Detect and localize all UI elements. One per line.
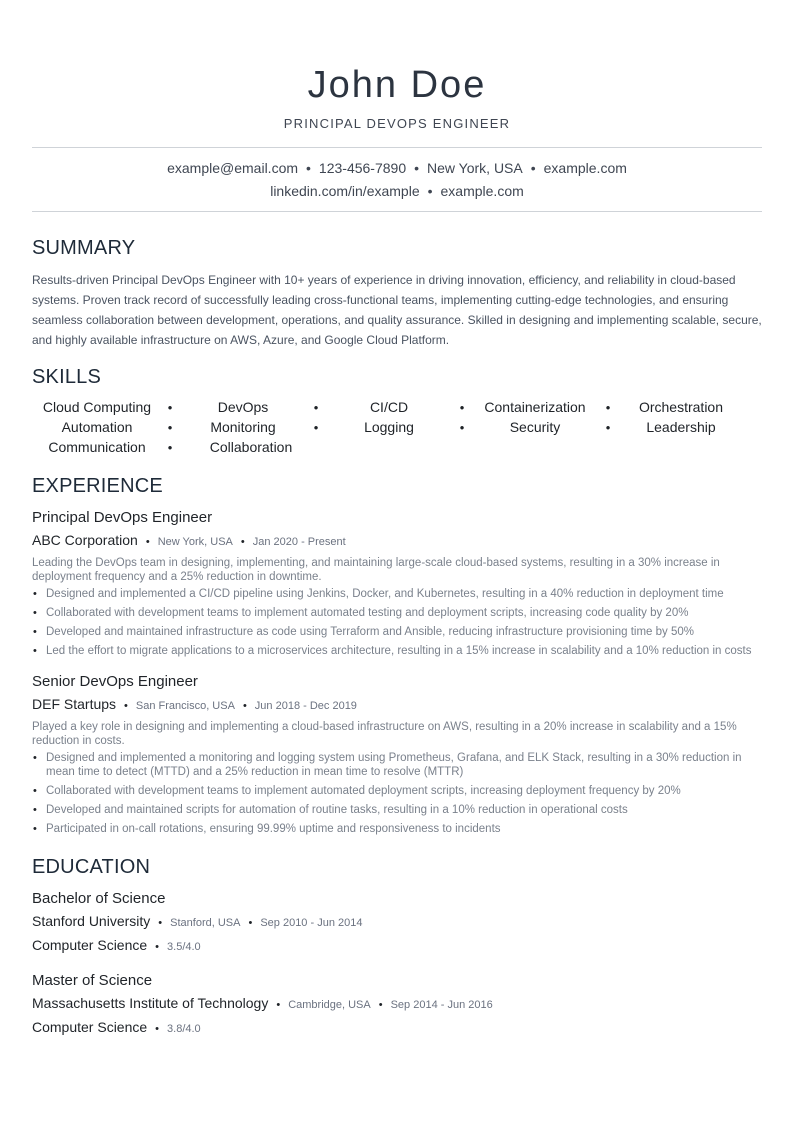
- skills-row: [32, 397, 762, 417]
- field-meta: [32, 935, 762, 957]
- contact-email[interactable]: example@email.com: [167, 160, 299, 176]
- skill-separator: •: [167, 399, 173, 415]
- contact-website[interactable]: example.com: [543, 160, 627, 176]
- contact-line-2: [32, 180, 762, 203]
- skills-row: [32, 417, 762, 437]
- degree-name: Bachelor of Science: [32, 890, 166, 907]
- contact-phone[interactable]: 123-456-7890: [318, 160, 407, 176]
- resume-header: [32, 0, 762, 131]
- job-dates: Jan 2020 - Present: [252, 536, 346, 548]
- job-description: Leading the DevOps team in designing, implementing, and maintaining large-scale cloud-based systems, resulting in a 30% increase in deployment frequency and a 25% reduction in downtime.: [32, 557, 720, 583]
- meta-separator: •: [378, 999, 383, 1011]
- achievement-item: • Led the effort to migrate applications to a microservices architecture, resulting in a 15% increase in scalability and a 10% reduction in costs: [32, 644, 762, 658]
- experience-entry: [32, 508, 762, 658]
- field-meta: [32, 1017, 762, 1039]
- job-location: San Francisco, USA: [135, 700, 235, 712]
- contact-separator: •: [530, 160, 536, 176]
- contact-location: New York, USA: [427, 160, 523, 176]
- skill-item: Orchestration: [638, 399, 724, 415]
- skill-item: Security: [509, 419, 561, 435]
- job-title: Principal DevOps Engineer: [32, 509, 213, 526]
- contact-linkedin[interactable]: linkedin.com/in/example: [270, 183, 420, 199]
- skill-item: Collaboration: [209, 439, 293, 455]
- job-meta: [32, 694, 762, 716]
- school-name: Massachusetts Institute of Technology: [32, 995, 269, 1011]
- field-of-study: Computer Science: [32, 1019, 148, 1035]
- meta-separator: •: [276, 999, 281, 1011]
- degree-name: Master of Science: [32, 972, 153, 989]
- skill-separator: •: [167, 419, 173, 435]
- achievement-item: • Developed and maintained infrastructure as code using Terraform and Ansible, reducing infrastructure provisioning time by 50%: [32, 625, 762, 639]
- meta-separator: •: [155, 941, 160, 953]
- company-name: DEF Startups: [32, 696, 117, 712]
- gpa: 3.8/4.0: [167, 1023, 201, 1035]
- skill-item: Leadership: [646, 419, 716, 435]
- skill-separator: •: [313, 419, 319, 435]
- achievement-item: • Designed and implemented a CI/CD pipeline using Jenkins, Docker, and Kubernetes, resulting in a 40% reduction in deployment time: [32, 587, 762, 601]
- skill-item: Logging: [364, 419, 414, 435]
- summary-text: Results-driven Principal DevOps Engineer with 10+ years of experience in driving innovation, efficiency, and reliability in cloud-based systems. Proven track record of successfully leading cross-functional teams, implementing cutting-edge technologies, and ensuring seamless collaboration between development, operations, and quality assurance. Skilled in designing and implementing scalable, secure, and highly available infrastructure on AWS, Azure, and Google Cloud Platform.: [32, 273, 762, 347]
- candidate-name: John Doe: [307, 64, 487, 106]
- education-entry: [32, 971, 762, 1039]
- skills-row: [32, 437, 762, 457]
- summary-heading: SUMMARY: [32, 237, 136, 259]
- skill-separator: •: [459, 399, 465, 415]
- job-location: New York, USA: [157, 536, 233, 548]
- experience-entry: [32, 672, 762, 836]
- skill-separator: •: [605, 419, 611, 435]
- school-dates: Sep 2010 - Jun 2014: [260, 917, 363, 929]
- school-meta: [32, 993, 762, 1015]
- school-location: Cambridge, USA: [288, 999, 371, 1011]
- skill-item: Cloud Computing: [42, 399, 152, 415]
- contact-separator: •: [414, 160, 420, 176]
- skill-separator: •: [459, 419, 465, 435]
- school-dates: Sep 2014 - Jun 2016: [390, 999, 493, 1011]
- contact-line-1: [32, 157, 762, 180]
- skill-separator: •: [605, 399, 611, 415]
- school-meta: [32, 911, 762, 933]
- skill-item: DevOps: [217, 399, 269, 415]
- job-dates: Jun 2018 - Dec 2019: [254, 700, 357, 712]
- achievement-item: • Participated in on-call rotations, ensuring 99.99% uptime and responsiveness to incidents: [32, 822, 762, 836]
- field-of-study: Computer Science: [32, 937, 148, 953]
- skill-item: Automation: [61, 419, 133, 435]
- skill-separator: •: [167, 439, 173, 455]
- education-entry: [32, 889, 762, 957]
- company-name: ABC Corporation: [32, 532, 138, 548]
- skill-item: CI/CD: [369, 399, 409, 415]
- contact-website-2[interactable]: example.com: [440, 183, 524, 199]
- meta-separator: •: [248, 917, 253, 929]
- contact-separator: •: [427, 183, 433, 199]
- education-heading: EDUCATION: [32, 856, 151, 878]
- school-name: Stanford University: [32, 913, 151, 929]
- skills-heading: SKILLS: [32, 366, 102, 388]
- meta-separator: •: [155, 1023, 160, 1035]
- skill-item: Containerization: [484, 399, 586, 415]
- contact-info: [32, 148, 762, 211]
- resume-page: [32, 0, 762, 1039]
- achievement-item: • Designed and implemented a monitoring and logging system using Prometheus, Grafana, and ELK Stack, resulting in a 30% reduction in mean time to detect (MTTD) and a 25% reduction in mean time to resolve (MTTR): [32, 751, 762, 779]
- skills-grid: [32, 397, 762, 457]
- candidate-role: PRINCIPAL DEVOPS ENGINEER: [283, 116, 511, 131]
- job-achievements: [32, 587, 762, 658]
- skill-item: Monitoring: [210, 419, 276, 435]
- meta-separator: •: [242, 700, 247, 712]
- job-meta: [32, 530, 762, 552]
- contact-separator: •: [306, 160, 311, 176]
- job-title: Senior DevOps Engineer: [32, 673, 198, 690]
- job-description: Played a key role in designing and implementing a cloud-based infrastructure on AWS, resulting in a 20% increase in scalability and a 15% reduction in costs.: [32, 721, 737, 747]
- meta-separator: •: [158, 917, 163, 929]
- meta-separator: •: [124, 700, 128, 712]
- gpa: 3.5/4.0: [167, 941, 201, 953]
- meta-separator: •: [145, 536, 150, 548]
- achievement-item: • Collaborated with development teams to implement automated deployment scripts, increasing deployment frequency by 20%: [32, 784, 762, 798]
- header-divider-bottom: [32, 211, 762, 212]
- skill-item: Communication: [48, 439, 146, 455]
- achievement-item: • Collaborated with development teams to implement automated testing and deployment scripts, increasing code quality by 20%: [32, 606, 762, 620]
- meta-separator: •: [240, 536, 245, 548]
- achievement-item: • Developed and maintained scripts for automation of routine tasks, resulting in a 10% reduction in operational costs: [32, 803, 762, 817]
- job-achievements: [32, 751, 762, 836]
- skill-separator: •: [313, 399, 319, 415]
- experience-heading: EXPERIENCE: [32, 475, 163, 497]
- school-location: Stanford, USA: [170, 917, 241, 929]
